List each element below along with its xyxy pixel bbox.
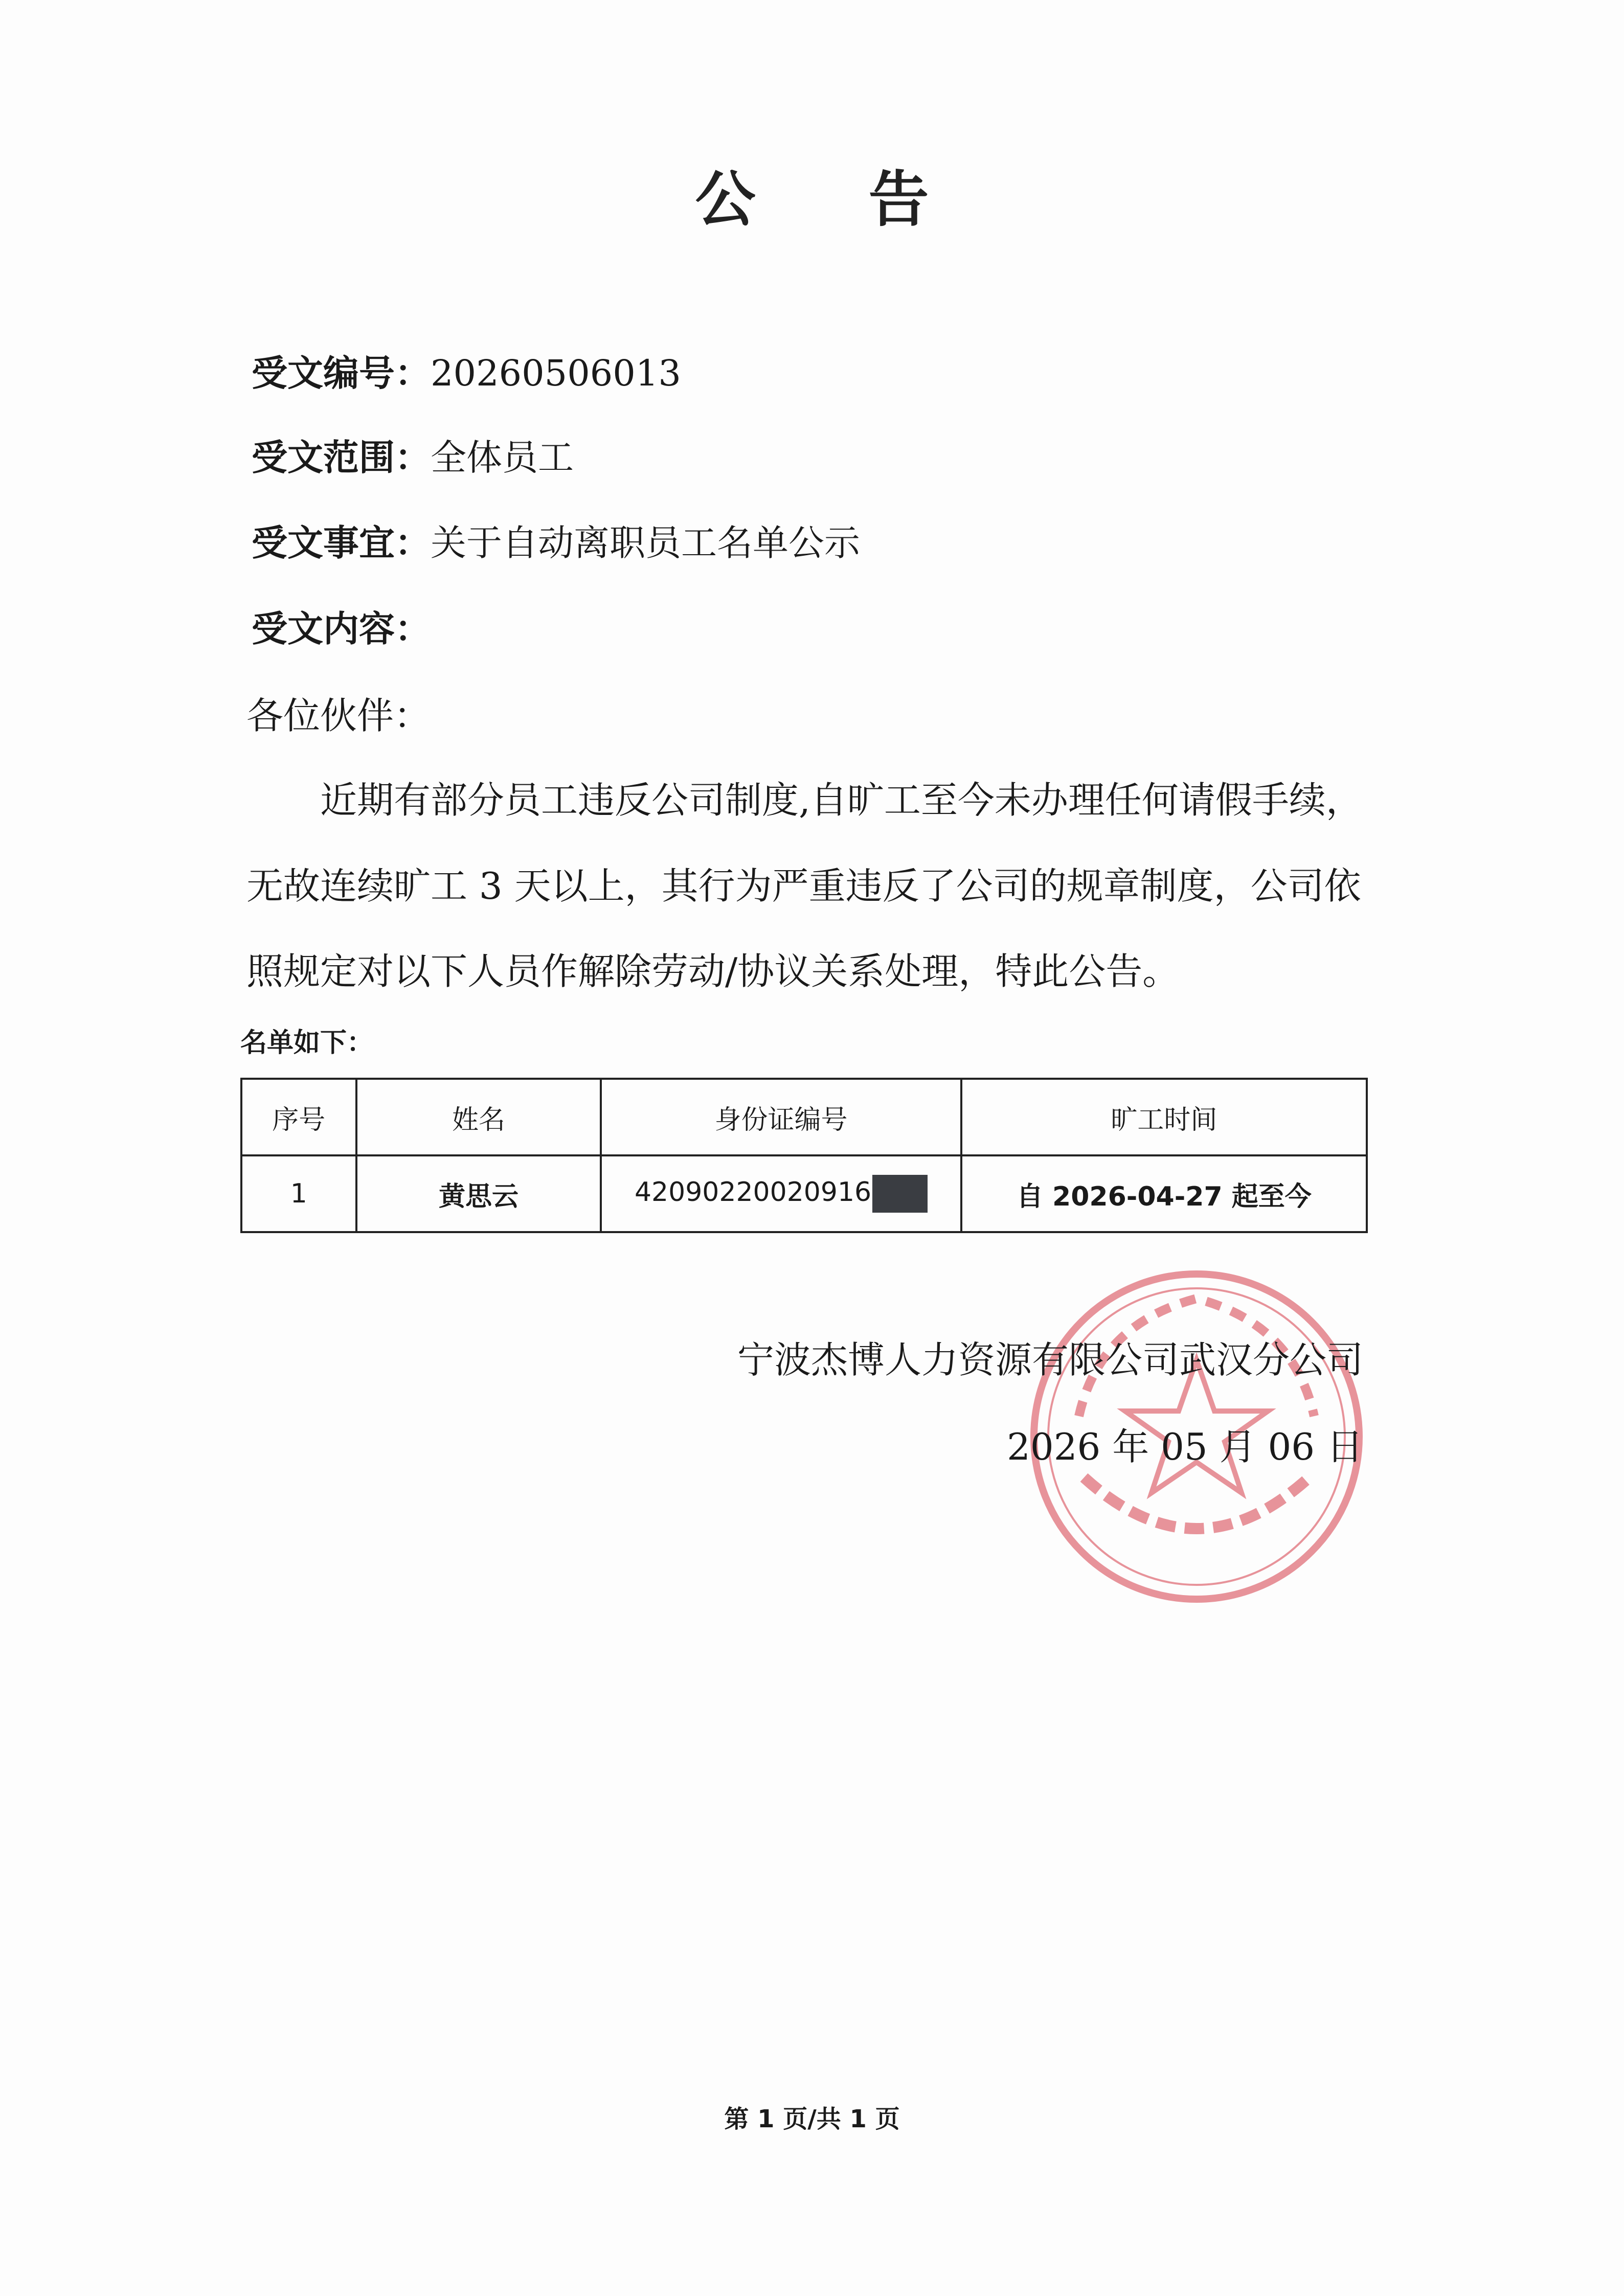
salutation: 各位伙伴： xyxy=(246,694,431,737)
paragraph-line-3: 照规定对以下人员作解除劳动/协议关系处理，特此公告。 xyxy=(246,950,1180,993)
header-id-number: 身份证编号 xyxy=(601,1079,961,1155)
seal-arc-lettering xyxy=(1084,1477,1309,1529)
header-name: 姓名 xyxy=(356,1079,601,1155)
field-content xyxy=(252,603,431,654)
id-number-text: 42090220020916 xyxy=(634,1177,872,1208)
field-label: 受文内容： xyxy=(252,607,431,650)
paragraph-line-2: 无故连续旷工 3 天以上，其行为严重违反了公司的规章制度，公司依 xyxy=(246,865,1361,907)
field-document-number xyxy=(252,348,681,399)
table-header-row xyxy=(241,1079,1367,1155)
field-value: 关于自动离职员工名单公示 xyxy=(431,522,860,564)
cell-index: 1 xyxy=(241,1155,356,1232)
field-scope xyxy=(252,432,574,483)
field-value: 20260506013 xyxy=(431,352,681,394)
issue-date: 2026 年 05 月 06 日 xyxy=(1007,1425,1363,1468)
paragraph-line-1: 近期有部分员工违反公司制度,自旷工至今未办理任何请假手续， xyxy=(320,779,1363,822)
document-title: 公 告 xyxy=(695,164,975,235)
field-label: 受文范围： xyxy=(252,436,431,479)
field-subject xyxy=(252,517,860,569)
table-row xyxy=(241,1155,1367,1232)
field-label: 受文事宜： xyxy=(252,521,431,564)
list-title: 名单如下： xyxy=(240,1028,374,1058)
roster-table xyxy=(240,1078,1368,1233)
field-value: 全体员工 xyxy=(431,437,574,479)
cell-name: 黄思云 xyxy=(356,1155,601,1232)
page-footer: 第 1 页/共 1 页 xyxy=(724,2105,900,2133)
header-absence-time: 旷工时间 xyxy=(961,1079,1367,1155)
redaction-block xyxy=(872,1175,928,1213)
field-label: 受文编号： xyxy=(252,352,431,394)
cell-absence-time: 自 2026-04-27 起至今 xyxy=(961,1155,1367,1232)
cell-id-number xyxy=(601,1155,961,1232)
company-name: 宁波杰博人力资源有限公司武汉分公司 xyxy=(737,1338,1363,1381)
header-index: 序号 xyxy=(241,1079,356,1155)
